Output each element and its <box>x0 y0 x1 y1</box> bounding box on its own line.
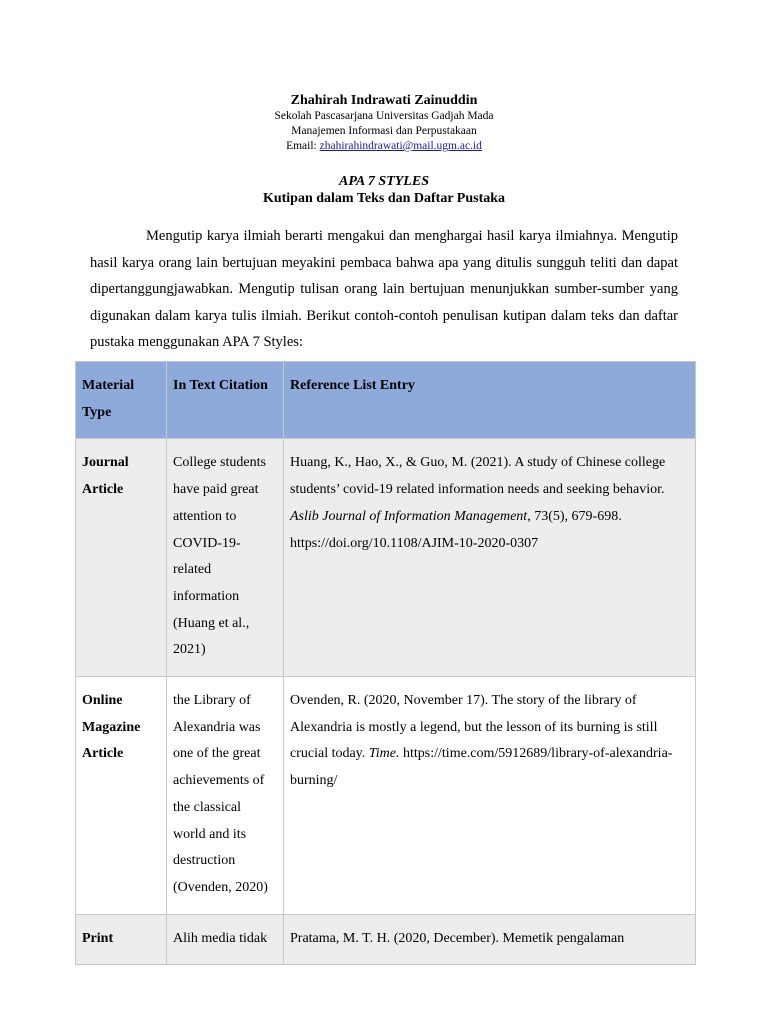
reference-cell <box>284 439 696 677</box>
citation-cell: College students have paid great attention to COVID-19-related information (Huang et al., 2021) <box>167 439 284 677</box>
reference-text: Pratama, M. T. H. (2020, December). Memetik pengalaman <box>290 930 625 946</box>
document-subtitle: Kutipan dalam Teks dan Daftar Pustaka <box>262 191 506 206</box>
reference-details: 73(5), 679-698. https://doi.org/10.1108/AJIM-10-2020-0307 <box>290 508 622 551</box>
material-type-cell: Online Magazine Article <box>76 677 167 915</box>
reference-source: Time. <box>368 746 400 762</box>
email-line <box>0 139 768 154</box>
header-reference-entry: Reference List Entry <box>284 362 696 439</box>
email-link[interactable]: zhahirahindrawati@mail.ugm.ac.id <box>319 140 482 152</box>
intro-paragraph: Mengutip karya ilmiah berarti mengakui dan menghargai hasil karya ilmiahnya. Mengutip hasil karya orang lain bertujuan meyakini pembaca bahwa apa yang ditulis sungguh teliti dan dapat dipertanggungjawabkan. Mengutip tulisan orang lain bertujuan menunjukkan sumber-sumber yang digunakan dalam karya tulis ilmiah. Berikut contoh-contoh penulisan kutipan dalam teks dan daftar pustaka menggunakan APA 7 Styles: <box>90 228 678 350</box>
program-line: Manajemen Informasi dan Perpustakaan <box>291 125 477 137</box>
header-in-text-citation: In Text Citation <box>167 362 284 439</box>
table-row <box>76 914 696 965</box>
author-header <box>0 92 768 154</box>
citation-cell: Alih media tidak <box>167 914 284 965</box>
citation-table <box>75 361 696 965</box>
document-title: APA 7 STYLES <box>339 174 429 189</box>
reference-source: Aslib Journal of Information Management, <box>290 508 531 524</box>
title-block <box>0 173 768 207</box>
reference-details: https://time.com/5912689/library-of-alexandria-burning/ <box>290 746 673 789</box>
reference-cell <box>284 914 696 965</box>
table-header-row <box>76 362 696 439</box>
material-type-cell: Journal Article <box>76 439 167 677</box>
citation-cell: the Library of Alexandria was one of the great achievements of the classical world and its destruction (Ovenden, 2020) <box>167 677 284 915</box>
table-row <box>76 677 696 915</box>
reference-text: Ovenden, R. (2020, November 17). The story of the library of Alexandria is mostly a legend, but the lesson of its burning is still crucial today. <box>290 693 658 762</box>
reference-text: Huang, K., Hao, X., & Guo, M. (2021). A study of Chinese college students’ covid-19 related information needs and seeking behavior. <box>290 455 666 498</box>
reference-cell <box>284 677 696 915</box>
table-row <box>76 439 696 677</box>
email-label: Email: <box>286 140 320 152</box>
material-type-cell: Print <box>76 914 167 965</box>
header-material-type: Material Type <box>76 362 167 439</box>
author-name: Zhahirah Indrawati Zainuddin <box>290 93 478 108</box>
institution-line: Sekolah Pascasarjana Universitas Gadjah Mada <box>274 110 494 122</box>
